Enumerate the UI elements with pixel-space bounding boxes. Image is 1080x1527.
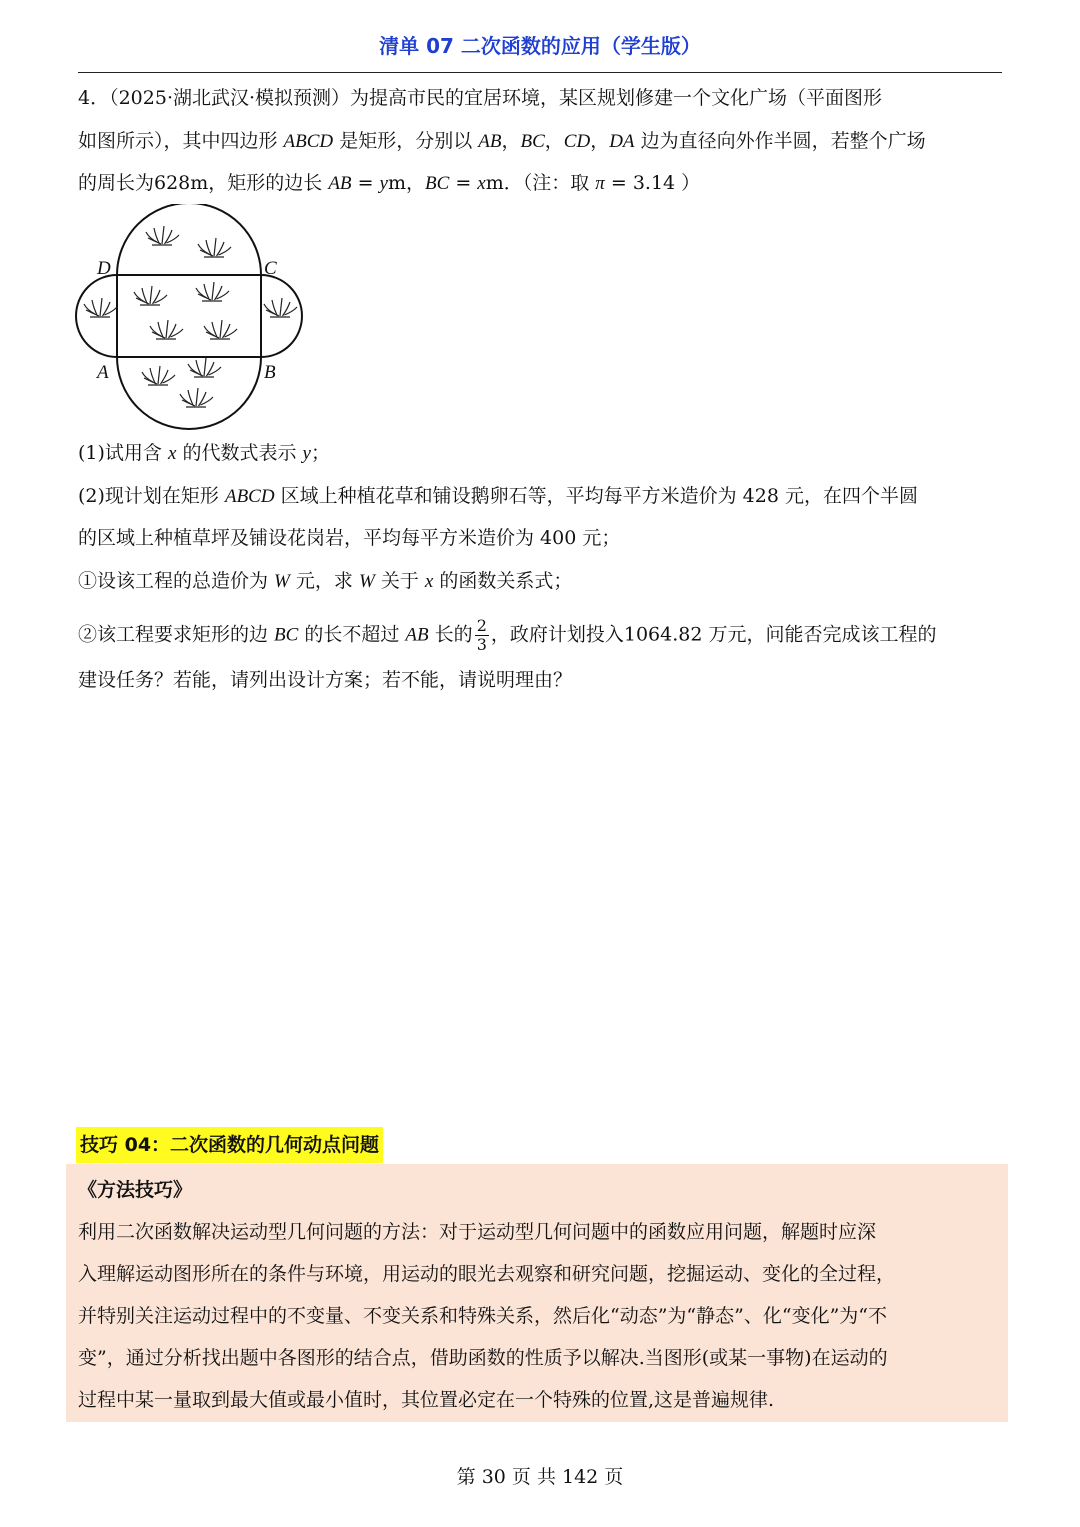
text-run: ②该工程要求矩形的边 (78, 623, 275, 646)
math-variable: BC (425, 173, 450, 194)
label-d: D (97, 258, 111, 279)
question-2-part-2-line-2 (78, 668, 1006, 692)
text-run: (2)现计划在矩形 (78, 485, 225, 507)
text-run: 的函数关系式； (433, 570, 573, 592)
question-2-part-2-line-1 (78, 617, 1006, 654)
grass-tuft-icon (134, 286, 167, 305)
math-variable: AB (328, 173, 352, 194)
text-run: 建设任务？若能，请列出设计方案；若不能，请说明理由？ (78, 669, 573, 691)
text-run: 4．（2025·湖北武汉·模拟预测）为提高市民的宜居环境，某区规划修建一个文化广场（平面图形 (78, 87, 883, 109)
question-1 (78, 441, 1006, 466)
text-run: 边为直径向外作半圆，若整个广场 (634, 130, 926, 152)
text-run: 的代数式表示 (176, 442, 303, 464)
method-tips-box (66, 1164, 1008, 1422)
grass-tuft-icon (264, 298, 297, 317)
method-line-4: 变”，通过分析找出题中各图形的结合点，借助函数的性质予以解决.当图形(或某一事物)在运动的 (78, 1347, 888, 1369)
text-run: 的区域上种植草坪及铺设花岗岩，平均每平方米造价为 400 元； (78, 527, 621, 549)
math-variable: ABCD (224, 486, 275, 507)
math-variable: AB (478, 131, 502, 152)
text-run: 区域上种植花草和铺设鹅卵石等，平均每平方米造价为 428 元，在四个半圆 (274, 485, 918, 507)
grass-tuft-icon (204, 320, 237, 339)
grass-tuft-icon (146, 226, 179, 245)
math-variable: x (424, 571, 434, 592)
header-divider (78, 72, 1002, 73)
math-variable: x (167, 443, 177, 464)
grass-tuft-icon (84, 298, 117, 317)
text-run: m．（注：取 (485, 172, 596, 194)
text-run: (1)试用含 (78, 442, 168, 464)
math-variable: y (379, 173, 388, 194)
math-variable: W (274, 571, 290, 592)
fraction: $\frac{2}{3}$ (476, 616, 487, 654)
grass-tuft-icon (188, 358, 221, 377)
math-variable: DA (609, 131, 635, 152)
text-run: ， (544, 130, 564, 152)
grass-tuft-icon (198, 238, 231, 257)
semicircle-top (117, 204, 261, 275)
text-run: = (351, 172, 380, 194)
grass-tuft-icon (142, 366, 175, 385)
text-run: m， (387, 172, 426, 194)
text-run: ； (310, 442, 330, 464)
method-line-1: 利用二次函数解决运动型几何问题的方法：对于运动型几何问题中的函数应用问题，解题时应深 (78, 1221, 877, 1243)
text-run: = (449, 172, 478, 194)
problem-line-1 (78, 86, 1006, 110)
text-run: ①设该工程的总造价为 (78, 570, 275, 592)
question-2-line-2 (78, 526, 1006, 550)
math-variable: BC (274, 624, 299, 646)
math-variable: ABCD (283, 131, 334, 152)
page-footer: 第 30 页 共 142 页 (456, 1466, 624, 1488)
question-2-part-1 (78, 569, 1006, 594)
semicircle-right (261, 275, 302, 357)
grass-tuft-icon (196, 282, 229, 301)
text-run: ， (590, 130, 610, 152)
text-run: 如图所示），其中四边形 (78, 130, 284, 152)
math-variable: x (477, 173, 486, 194)
problem-line-2 (78, 129, 1006, 154)
question-2-line-1 (78, 484, 1006, 509)
math-variable: CD (563, 131, 591, 152)
section-title: 技巧 04：二次函数的几何动点问题 (76, 1127, 383, 1163)
math-variable: AB (405, 624, 429, 646)
label-b: B (264, 362, 276, 383)
text-run: 是矩形，分别以 (333, 130, 479, 152)
text-run: 长的 (428, 623, 473, 646)
math-variable: π (595, 173, 605, 194)
semicircle-left (76, 275, 117, 357)
text-run: 元，求 (289, 570, 359, 592)
math-variable: BC (520, 131, 545, 152)
text-run: 的周长为628m，矩形的边长 (78, 172, 329, 194)
text-run: = 3.14 ） (604, 172, 701, 194)
method-title: 《方法技巧》 (78, 1179, 193, 1201)
grass-tuft-icon (150, 320, 183, 339)
grass-tuft-icon (180, 388, 213, 407)
label-c: C (264, 258, 277, 279)
text-run: ，政府计划投入1064.82 万元，问能否完成该工程的 (490, 623, 937, 646)
label-a: A (97, 362, 109, 383)
method-line-3: 并特别关注运动过程中的不变量、不变关系和特殊关系，然后化“动态”为“静态”、化“变化”为“不 (78, 1305, 887, 1327)
text-run: ， (501, 130, 521, 152)
text-run: 的长不超过 (298, 623, 406, 646)
plaza-figure (74, 204, 306, 430)
method-line-2: 入理解运动图形所在的条件与环境，用运动的眼光去观察和研究问题，挖掘运动、变化的全过程， (78, 1263, 896, 1285)
text-run: 关于 (374, 570, 425, 592)
method-line-5: 过程中某一量取到最大值或最小值时，其位置必定在一个特殊的位置,这是普遍规律. (78, 1389, 775, 1411)
problem-line-3 (78, 171, 1006, 196)
math-variable: y (302, 443, 311, 464)
page-header-title: 清单 07 二次函数的应用（学生版） (379, 34, 701, 58)
math-variable: W (358, 571, 375, 592)
rectangle-abcd (117, 275, 261, 357)
